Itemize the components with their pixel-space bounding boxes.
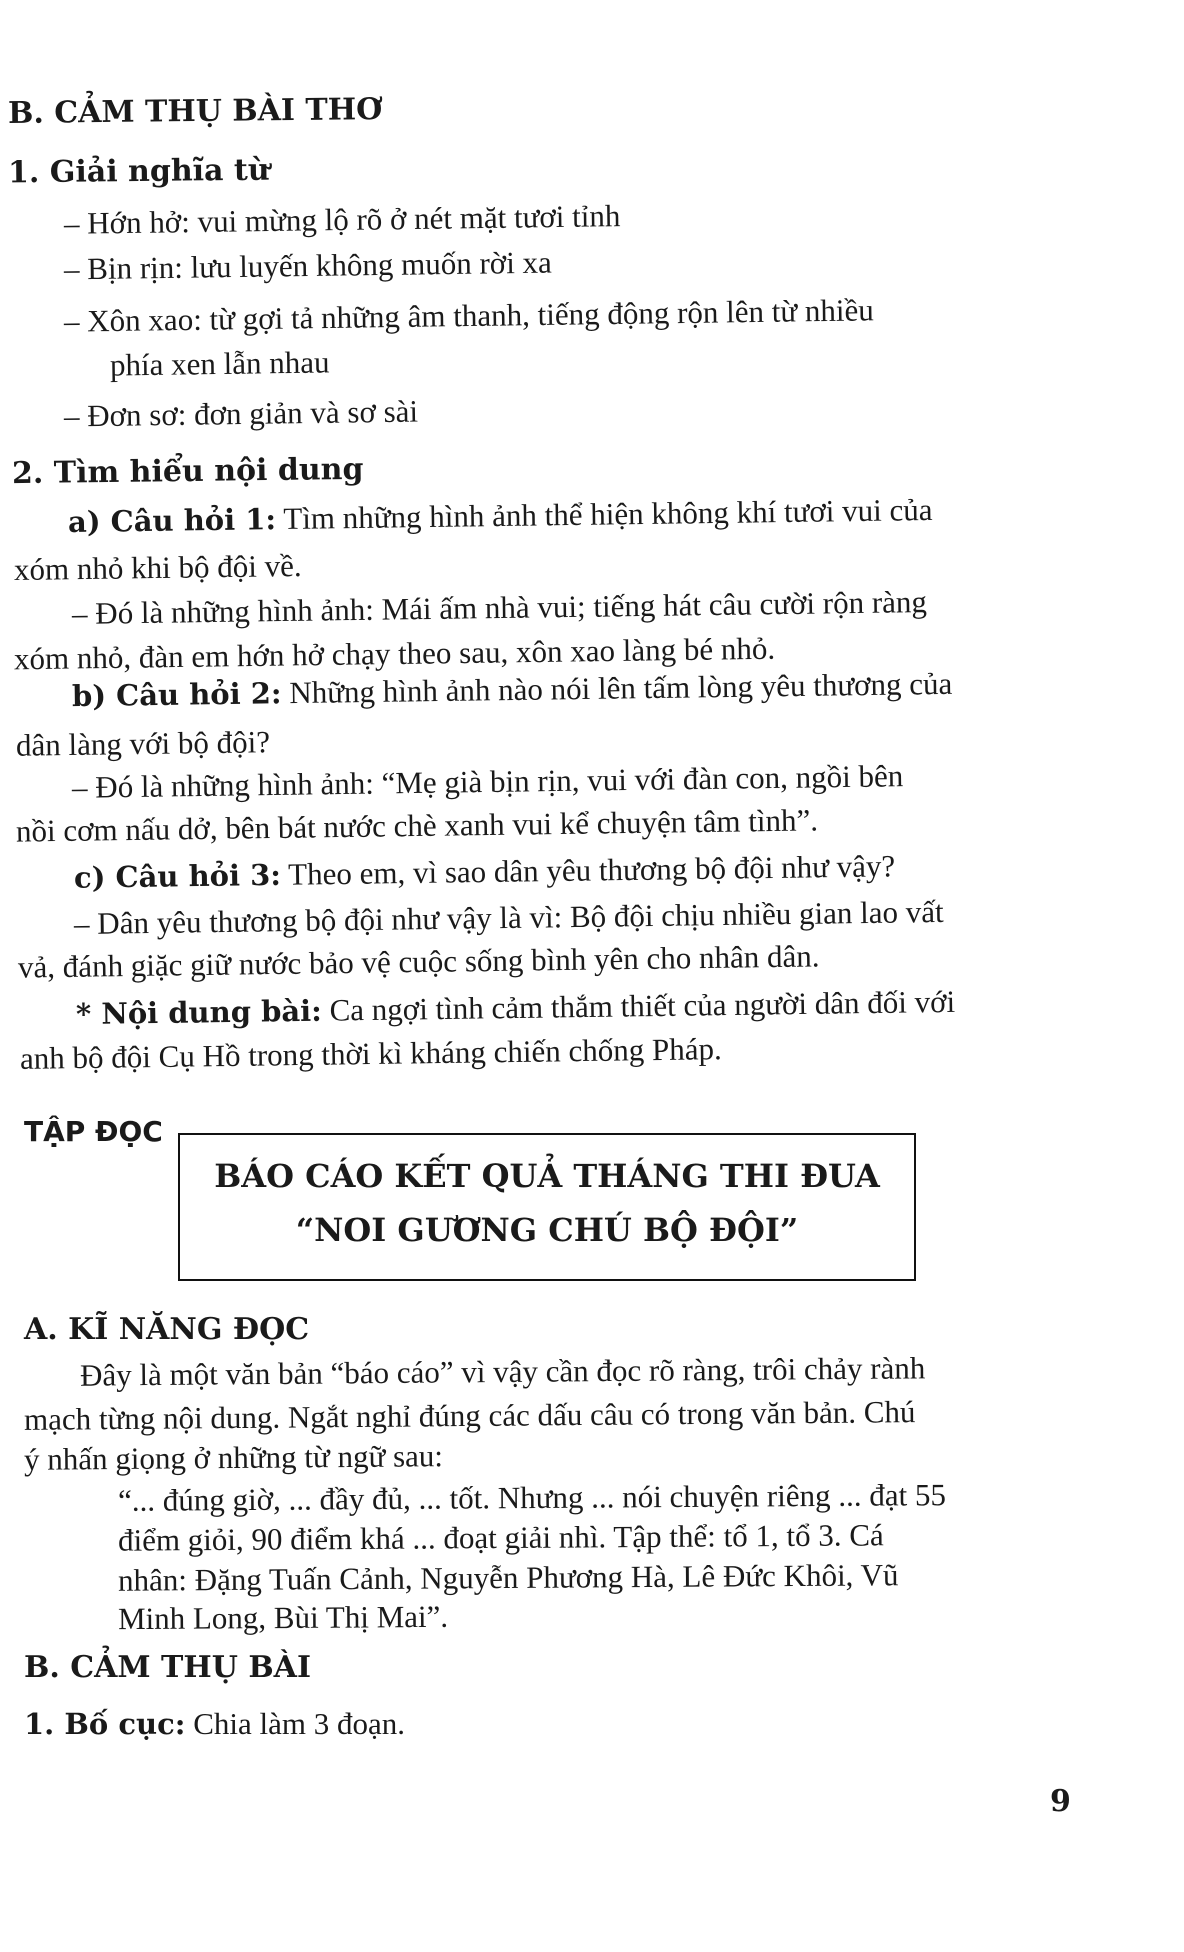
glossary-item: – Hớn hở: vui mừng lộ rõ ở nét mặt tươi tỉnh [63, 198, 621, 241]
question-3 [74, 846, 896, 897]
lesson-category: TẬP ĐỌC [24, 1115, 163, 1148]
content-summary-label: * Nội dung bài: [75, 993, 323, 1032]
content-summary [76, 982, 956, 1034]
section-b2-title: B. CẢM THỤ BÀI [24, 1650, 311, 1685]
answer-2-line: nồi cơm nấu dở, bên bát nước chè xanh vui kể chuyện tâm tình”. [15, 802, 819, 849]
content-section-title: 2. Tìm hiểu nội dung [11, 451, 364, 492]
question-1-text: Tìm những hình ảnh thể hiện không khí tươi vui của [275, 491, 933, 537]
question-3-text: Theo em, vì sao dân yêu thương bộ đội như vậy? [280, 848, 896, 892]
question-3-label: c) Câu hỏi 3: [73, 857, 282, 895]
answer-3-line: – Dân yêu thương bộ đội như vậy là vì: Bộ đội chịu nhiều gian lao vất [73, 893, 944, 942]
glossary-item: – Bịn rịn: lưu luyến không muốn rời xa [63, 244, 553, 287]
emphasis-quote-line: “... đúng giờ, ... đầy đủ, ... tốt. Nhưng ... nói chuyện riêng ... đạt 55 [117, 1477, 946, 1518]
lesson-title-line: BÁO CÁO KẾT QUẢ THÁNG THI ĐUA [214, 1157, 880, 1195]
reading-paragraph-line: ý nhấn giọng ở những từ ngữ sau: [23, 1438, 444, 1477]
reading-paragraph-line: mạch từng nội dung. Ngắt nghỉ đúng các dấu câu có trong văn bản. Chú [23, 1394, 916, 1437]
answer-1-line: xóm nhỏ, đàn em hớn hở chạy theo sau, xôn xao làng bé nhỏ. [13, 630, 776, 677]
emphasis-quote-line: nhân: Đặng Tuấn Cảnh, Nguyễn Phương Hà, Lê Đức Khôi, Vũ [117, 1557, 899, 1598]
content-summary-text: Ca ngợi tình cảm thắm thiết của người dân đối với [321, 983, 956, 1028]
answer-3-line: vả, đánh giặc giữ nước bảo vệ cuộc sống bình yên cho nhân dân. [17, 938, 820, 985]
glossary-item: – Đơn sơ: đơn giản và sơ sài [63, 393, 419, 434]
section-b-title: B. CẢM THỤ BÀI THƠ [7, 92, 383, 131]
emphasis-quote-line: điểm giỏi, 90 điểm khá ... đoạt giải nhì. Tập thể: tổ 1, tổ 3. Cá [117, 1517, 884, 1558]
question-1-continued: xóm nhỏ khi bộ đội về. [13, 547, 302, 588]
answer-2-line: – Đó là những hình ảnh: “Mẹ già bịn rịn, vui với đàn con, ngồi bên [71, 758, 904, 805]
emphasis-quote-line: Minh Long, Bùi Thị Mai”. [117, 1598, 449, 1637]
layout-structure-label: 1. Bố cục: [24, 1707, 186, 1741]
question-2-continued: dân làng với bộ đội? [15, 724, 271, 763]
page-number: 9 [1050, 1784, 1071, 1819]
glossary-title: 1. Giải nghĩa từ [7, 152, 270, 191]
answer-1-line: – Đó là những hình ảnh: Mái ấm nhà vui; tiếng hát câu cười rộn ràng [71, 584, 928, 631]
layout-structure [24, 1704, 405, 1744]
question-2-label: b) Câu hỏi 2: [71, 676, 282, 714]
content-summary-continued: anh bộ đội Cụ Hồ trong thời kì kháng chiến chống Pháp. [19, 1031, 722, 1076]
layout-structure-text: Chia làm 3 đoạn. [185, 1706, 405, 1741]
question-1-label: a) Câu hỏi 1: [67, 502, 277, 540]
glossary-item-continued: phía xen lẫn nhau [109, 344, 330, 383]
question-2-text: Những hình ảnh nào nói lên tấm lòng yêu thương của [281, 665, 953, 711]
glossary-item: – Xôn xao: từ gợi tả những âm thanh, tiếng động rộn lên từ nhiều [63, 292, 875, 339]
lesson-title-line: “NOI GƯƠNG CHÚ BỘ ĐỘI” [295, 1211, 799, 1249]
section-a-title: A. KĨ NĂNG ĐỌC [24, 1312, 310, 1347]
question-1 [68, 490, 933, 542]
reading-paragraph-line: Đây là một văn bản “báo cáo” vì vậy cần đọc rõ ràng, trôi chảy rành [79, 1350, 926, 1393]
lesson-title-box [178, 1133, 916, 1281]
